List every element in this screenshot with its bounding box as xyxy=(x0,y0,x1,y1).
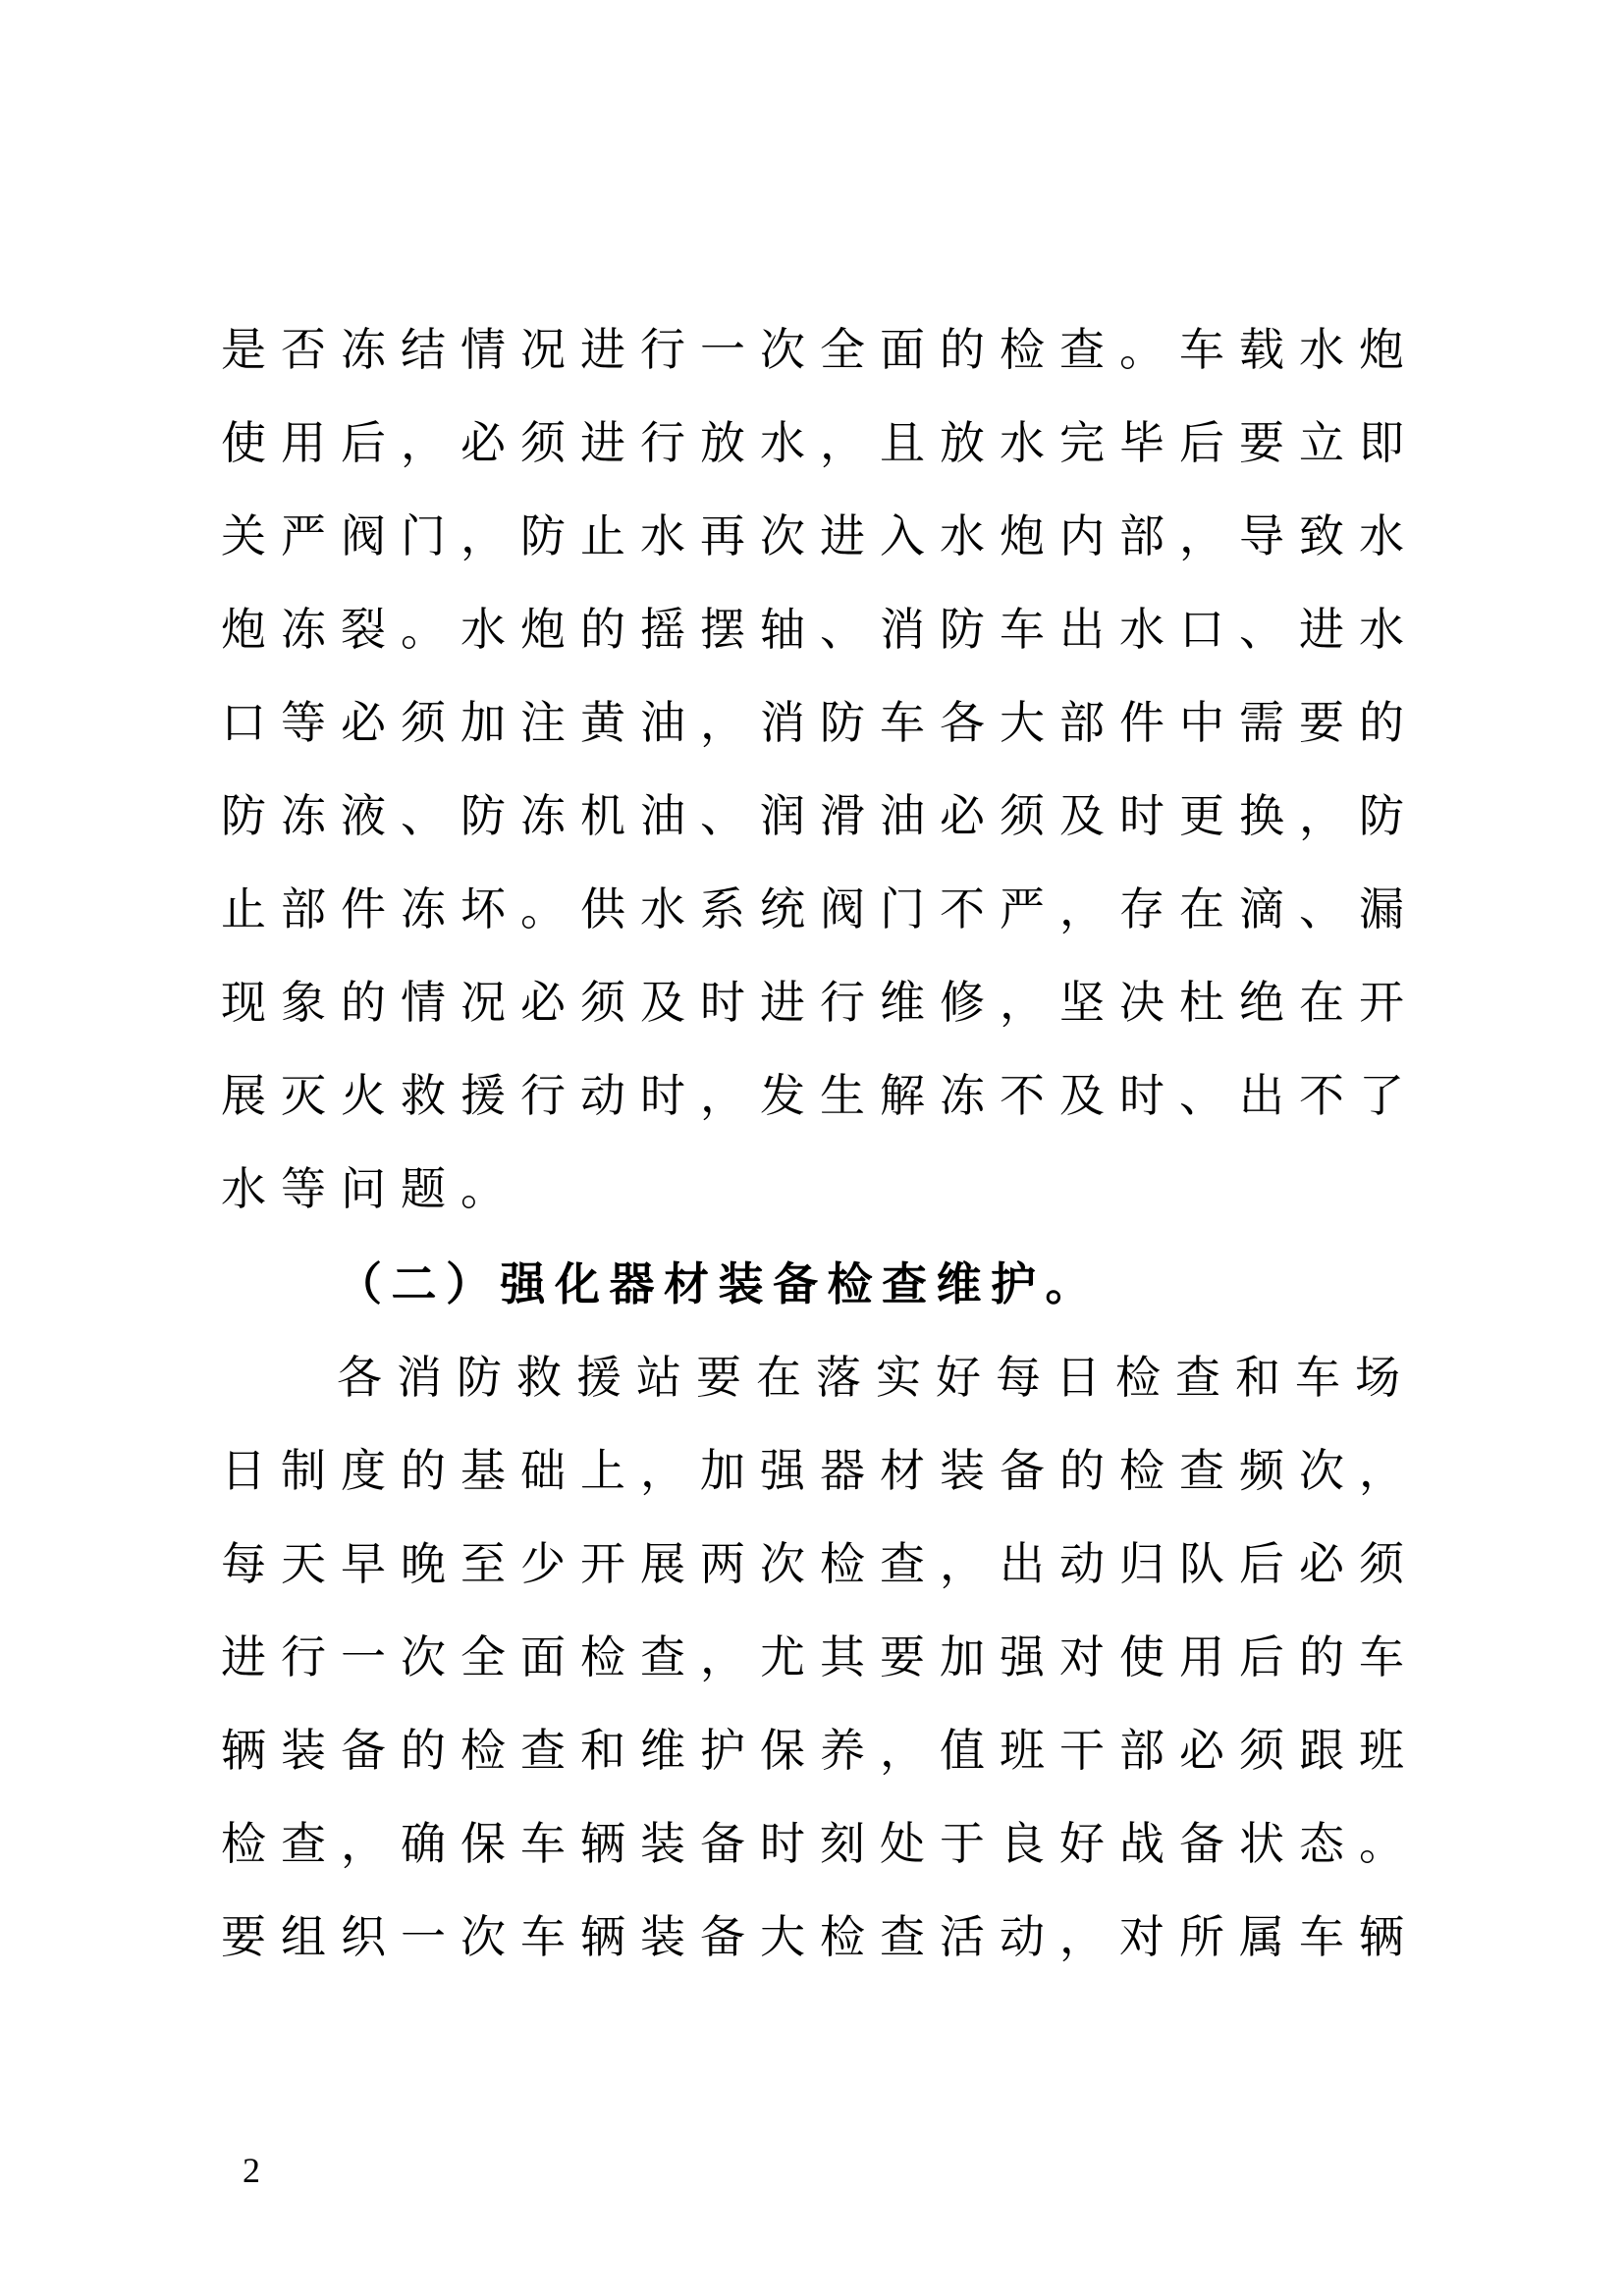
body-line: 日制度的基础上，加强器材装备的检查频次， xyxy=(221,1444,1419,1497)
page-number: 2 xyxy=(243,2151,260,2190)
body-line: 口等必须加注黄油，消防车各大部件中需要的 xyxy=(221,696,1419,749)
body-line: 现象的情况必须及时进行维修，坚决杜绝在开 xyxy=(221,976,1419,1029)
body-line: 检查，确保车辆装备时刻处于良好战备状态。 xyxy=(221,1817,1419,1870)
body-line: 展灭火救援行动时，发生解冻不及时、出不了 xyxy=(221,1069,1419,1122)
body-line: 每天早晚至少开展两次检查，出动归队后必须 xyxy=(221,1537,1419,1590)
section-heading: （二）强化器材装备检查维护。 xyxy=(337,1257,1100,1310)
body-line: 各消防救援站要在落实好每日检查和车场 xyxy=(337,1351,1415,1404)
body-line: 辆装备的检查和维护保养，值班干部必须跟班 xyxy=(221,1724,1419,1777)
body-line: 炮冻裂。水炮的摇摆轴、消防车出水口、进水 xyxy=(221,603,1419,656)
body-line: 止部件冻坏。供水系统阀门不严，存在滴、漏 xyxy=(221,882,1419,935)
body-line: 要组织一次车辆装备大检查活动，对所属车辆 xyxy=(221,1910,1419,1963)
body-line: 使用后，必须进行放水，且放水完毕后要立即 xyxy=(221,416,1419,469)
body-line: 进行一次全面检查，尤其要加强对使用后的车 xyxy=(221,1630,1419,1683)
body-line: 水等问题。 xyxy=(221,1162,520,1215)
body-line: 是否冻结情况进行一次全面的检查。车载水炮 xyxy=(221,323,1419,376)
body-line: 关严阀门，防止水再次进入水炮内部，导致水 xyxy=(221,509,1419,562)
body-line: 防冻液、防冻机油、润滑油必须及时更换，防 xyxy=(221,789,1419,842)
